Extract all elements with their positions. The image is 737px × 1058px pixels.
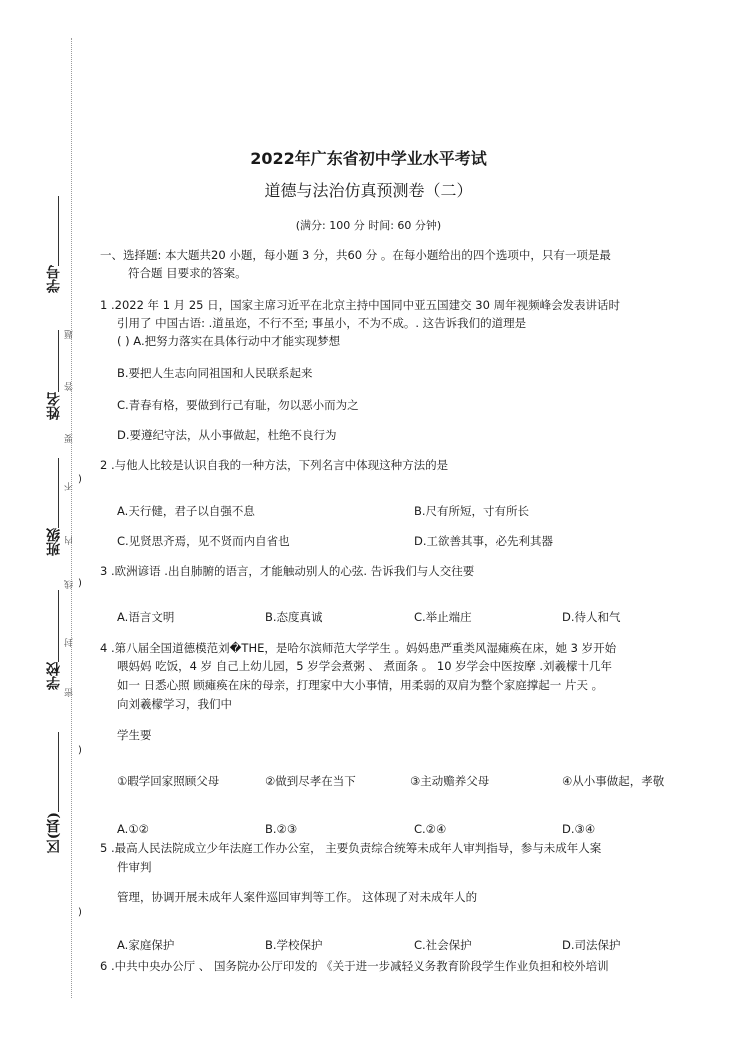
margin-label-school: 学校: [46, 662, 62, 690]
question-6-stem: 6 .中共中央办公厅 、 国务院办公厅印发的 《关于进一步减轻义务教育阶段学生作业负担和校外培训: [100, 959, 609, 973]
seal-char: 密: [65, 688, 75, 697]
question-3-option-a: A.语言文明: [117, 610, 175, 624]
seal-char: 题: [65, 330, 75, 339]
question-4-option-a: A.①②: [117, 822, 149, 836]
exam-meta: (满分: 100 分 时间: 60 分钟): [295, 219, 442, 232]
seal-char: 不: [65, 482, 75, 491]
question-2-option-a: A.天行健，君子以自强不息: [117, 504, 255, 518]
question-5-option-a: A.家庭保护: [117, 938, 175, 952]
question-3-option-b: B.态度真诚: [265, 610, 323, 624]
question-4-option-b: B.②③: [265, 822, 298, 836]
question-2-option-d: D.工欲善其事，必先利其器: [414, 534, 554, 548]
seal-char: 线: [65, 580, 75, 589]
paren-mark: ): [78, 907, 82, 918]
question-1-stem: 1 .2022 年 1 月 25 日，国家主席习近平在北京主持中国同中亚五国建交 30 周年视频峰会发表讲话时: [100, 298, 621, 312]
seal-char: 封: [65, 638, 75, 647]
margin-label-district: 区(县): [46, 812, 62, 854]
margin-label-class: 班级: [46, 528, 62, 556]
question-5-stem-cont: 件审判: [117, 860, 152, 874]
question-2-option-c: C.见贤思齐焉，见不贤而内自省也: [117, 534, 290, 548]
class-line: [58, 458, 59, 528]
margin-label-name: 姓名: [46, 392, 62, 420]
question-4-stem: 4 .第八届全国道德模范刘�THE，是哈尔滨师范大学学生 。妈妈患严重类风湿瘫痪在床，她 3 岁开始: [100, 641, 617, 655]
seal-char: 内: [65, 536, 75, 545]
district-line: [58, 732, 59, 812]
question-2-stem: 2 .与他人比较是认识自我的一种方法，下列名言中体现这种方法的是: [100, 458, 449, 472]
question-1-stem-cont: 引用了 中国古语: .道虽迩，不行不至; 事虽小，不为不成。. 这告诉我们的道理是: [117, 316, 527, 330]
question-4-stem-cont: 喂妈妈 吃饭，4 岁 自己上幼儿园，5 岁学会煮粥 、 煮面条 。 10 岁学会中医按摩 .刘羲檬十几年: [117, 659, 612, 673]
question-5-option-c: C.社会保护: [414, 938, 472, 952]
question-3-stem: 3 .欧洲谚语 .出自肺腑的语言，才能触动别人的心弦. 告诉我们与人交往要: [100, 564, 475, 578]
question-5-stem-cont: 管理，协调开展未成年人案件巡回审判等工作。 这体现了对未成年人的: [117, 890, 478, 904]
question-4-statement-4: ④从小事做起，孝敬: [562, 774, 665, 788]
seal-char: 答: [65, 382, 75, 391]
question-5-option-b: B.学校保护: [265, 938, 323, 952]
paren-mark: ): [78, 745, 82, 756]
question-4-option-c: C.②④: [414, 822, 447, 836]
question-3-option-d: D.待人和气: [562, 610, 621, 624]
question-4-stem-cont: 学生要: [117, 728, 152, 742]
question-4-stem-cont: 如一 日悉心照 顾瘫痪在床的母亲，打理家中大小事情，用柔弱的双肩为整个家庭撑起一 片天 。: [117, 678, 604, 692]
section-instructions-cont: 符合题 目要求的答案。: [128, 266, 247, 280]
question-4-statement-1: ①暇学回家照顾父母: [117, 774, 220, 788]
margin-label-student-id: 学号: [46, 265, 62, 293]
question-5-option-d: D.司法保护: [562, 938, 621, 952]
question-1-option-a: ( ) A.把努力落实在具体行动中才能实现梦想: [117, 334, 341, 348]
question-2-option-b: B.尺有所短，寸有所长: [414, 504, 530, 518]
question-1-option-d: D.要遵纪守法，从小事做起，杜绝不良行为: [117, 428, 337, 442]
name-line: [58, 330, 59, 392]
exam-title: 2022年广东省初中学业水平考试: [250, 149, 487, 168]
question-4-stem-cont: 向刘羲檬学习，我们中: [117, 697, 232, 711]
question-5-stem: 5 .最高人民法院成立少年法庭工作办公室， 主要负责综合统筹未成年人审判指导，参与未成年人案: [100, 841, 602, 855]
paren-mark: ): [78, 578, 82, 589]
question-4-option-d: D.③④: [562, 822, 596, 836]
question-1-option-b: B.要把人生志向同祖国和人民联系起来: [117, 366, 313, 380]
question-1-option-c: C.青春有格，要做到行己有耻，勿以恶小而为之: [117, 398, 359, 412]
question-4-statement-3: ③主动赡养父母: [410, 774, 490, 788]
paren-mark: ): [78, 474, 82, 485]
school-line: [58, 590, 59, 662]
question-3-option-c: C.举止端庄: [414, 610, 472, 624]
seal-char: 要: [65, 434, 75, 443]
section-instructions: 一、选择题: 本大题共20 小题，每小题 3 分，共60 分 。在每小题给出的四个选项中，只有一项是最: [100, 248, 611, 262]
question-4-statement-2: ②做到尽孝在当下: [265, 774, 356, 788]
exam-subtitle: 道德与法治仿真预测卷（二）: [264, 181, 473, 200]
